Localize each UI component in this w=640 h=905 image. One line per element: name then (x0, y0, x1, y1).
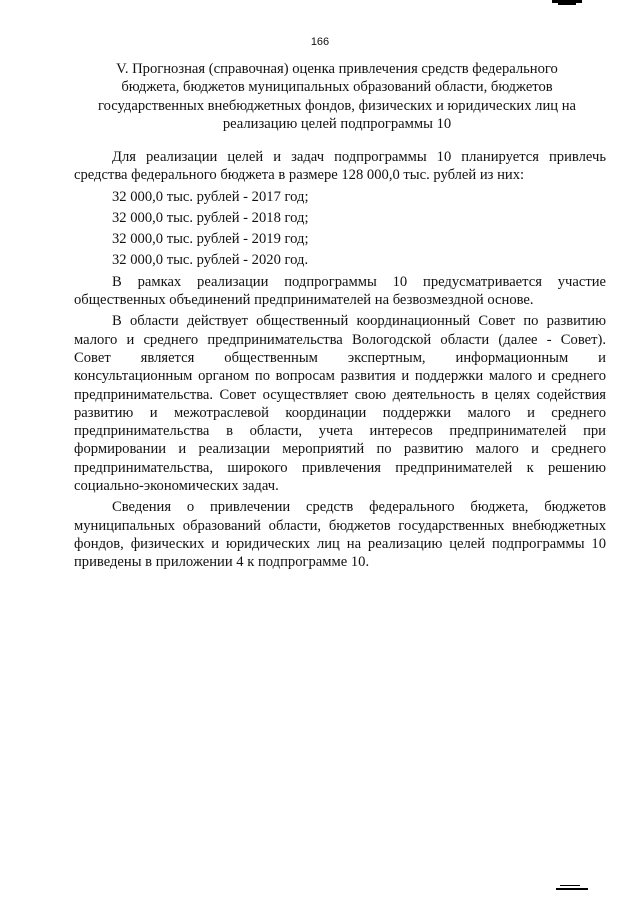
text-line: предпринимательства. Совет осуществляет свою деятельность в целях содействия (74, 386, 606, 403)
text-line: предпринимательства в области, учета интересов предпринимателей при (74, 423, 606, 440)
text-line: фондов, физических и юридических лиц на реализацию целей подпрограммы 10 (74, 535, 606, 552)
text-line: муниципальных образований области, бюджетов государственных внебюджетных (74, 517, 606, 534)
text-line: В рамках реализации подпрограммы 10 предусматривается участие (112, 273, 606, 290)
text-line: Совет является общественным экспертным, информационным и (74, 349, 606, 366)
paragraph-funding-plan (74, 148, 606, 185)
amount-line-2020: 32 000,0 тыс. рублей - 2020 год. (112, 252, 309, 269)
heading-line: бюджета, бюджетов муниципальных образований области, бюджетов (121, 79, 553, 96)
amount-line-2018: 32 000,0 тыс. рублей - 2018 год; (112, 209, 309, 226)
text-line: малого и среднего предпринимательства Вологодской области (далее - Совет). (74, 331, 606, 348)
scan-edge-mark-bottom (556, 888, 588, 890)
heading-line: реализацию целей подпрограммы 10 (222, 116, 452, 133)
text-line: средства федерального бюджета в размере 128 000,0 тыс. рублей из них: (74, 167, 525, 184)
page-number: 166 (310, 36, 330, 48)
section-heading (84, 60, 590, 134)
text-line: В области действует общественный координационный Совет по развитию (112, 313, 606, 330)
heading-line: V. Прогнозная (справочная) оценка привлечения средств федерального (116, 61, 558, 77)
paragraph-public-associations (74, 273, 606, 310)
text-line: предпринимательства, широкого привлечения предпринимателей к решению (74, 459, 606, 476)
heading-line: государственных внебюджетных фондов, физических и юридических лиц на (97, 97, 576, 114)
text-line: формировании и реализации мероприятий по развитию малого и среднего (74, 441, 606, 458)
text-line: Сведения о привлечении средств федерального бюджета, бюджетов (112, 499, 606, 516)
scan-edge-mark-top (552, 0, 582, 3)
text-line: социально-экономических задач. (74, 478, 279, 495)
text-line: приведены в приложении 4 к подпрограмме 10. (74, 554, 370, 571)
amount-line-2017: 32 000,0 тыс. рублей - 2017 год; (112, 188, 309, 205)
text-line: Для реализации целей и задач подпрограммы 10 планируется привлечь (112, 149, 606, 165)
amount-line-2019: 32 000,0 тыс. рублей - 2019 год; (112, 231, 309, 248)
paragraph-appendix-reference (74, 498, 606, 571)
text-line: развитию и межотраслевой координации поддержки малого и среднего (74, 404, 606, 421)
body-text (74, 148, 606, 572)
paragraph-council (74, 312, 606, 495)
text-line: общественных объединений предпринимателей на безвозмездной основе. (74, 292, 534, 309)
text-line: консультационным органом по вопросам развития и поддержки малого и среднего (74, 368, 606, 385)
